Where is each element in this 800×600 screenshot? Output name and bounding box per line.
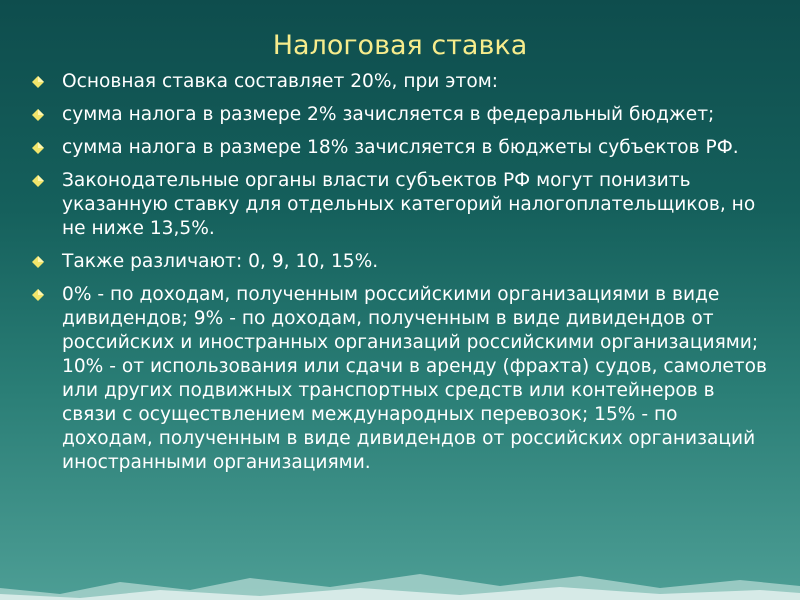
bullet-text: сумма налога в размере 2% зачисляется в федеральный бюджет; (62, 104, 715, 125)
diamond-bullet-icon (32, 289, 44, 301)
bullet-item (28, 70, 768, 94)
bullet-text: 0% - по доходам, полученным российскими организациями в виде дивидендов; 9% - по доходам, полученным в виде дивидендов от российских и иностранных организаций российскими организациями; 10% - от использования или сдачи в аренду (фрахта) судов, самолетов или других подвижных транспортных средств или контейнеров в связи с осуществлением международных перевозок; 15% - по доходам, полученным в виде дивидендов от российских организаций иностранными организациями. (62, 284, 767, 473)
bullet-item (28, 283, 768, 475)
diamond-bullet-icon (32, 175, 44, 187)
bullet-item (28, 136, 768, 160)
bullet-text: Основная ставка составляет 20%, при этом: (62, 71, 498, 92)
diamond-bullet-icon (32, 76, 44, 88)
diamond-bullet-icon (32, 256, 44, 268)
diamond-bullet-icon (32, 109, 44, 121)
bullet-item (28, 103, 768, 127)
bullet-item (28, 250, 768, 274)
bullet-text: Законодательные органы власти субъектов РФ могут понизить указанную ставку для отдельных категорий налогоплательщиков, но не ниже 13,5%. (62, 170, 756, 239)
bullet-item (28, 169, 768, 241)
slide-title: Налоговая ставка (272, 30, 528, 61)
mountain-decoration (0, 560, 800, 600)
bullet-list (28, 70, 768, 484)
diamond-bullet-icon (32, 142, 44, 154)
bullet-text: Также различают: 0, 9, 10, 15%. (62, 251, 379, 272)
bullet-text: сумма налога в размере 18% зачисляется в бюджеты субъектов РФ. (62, 137, 739, 158)
